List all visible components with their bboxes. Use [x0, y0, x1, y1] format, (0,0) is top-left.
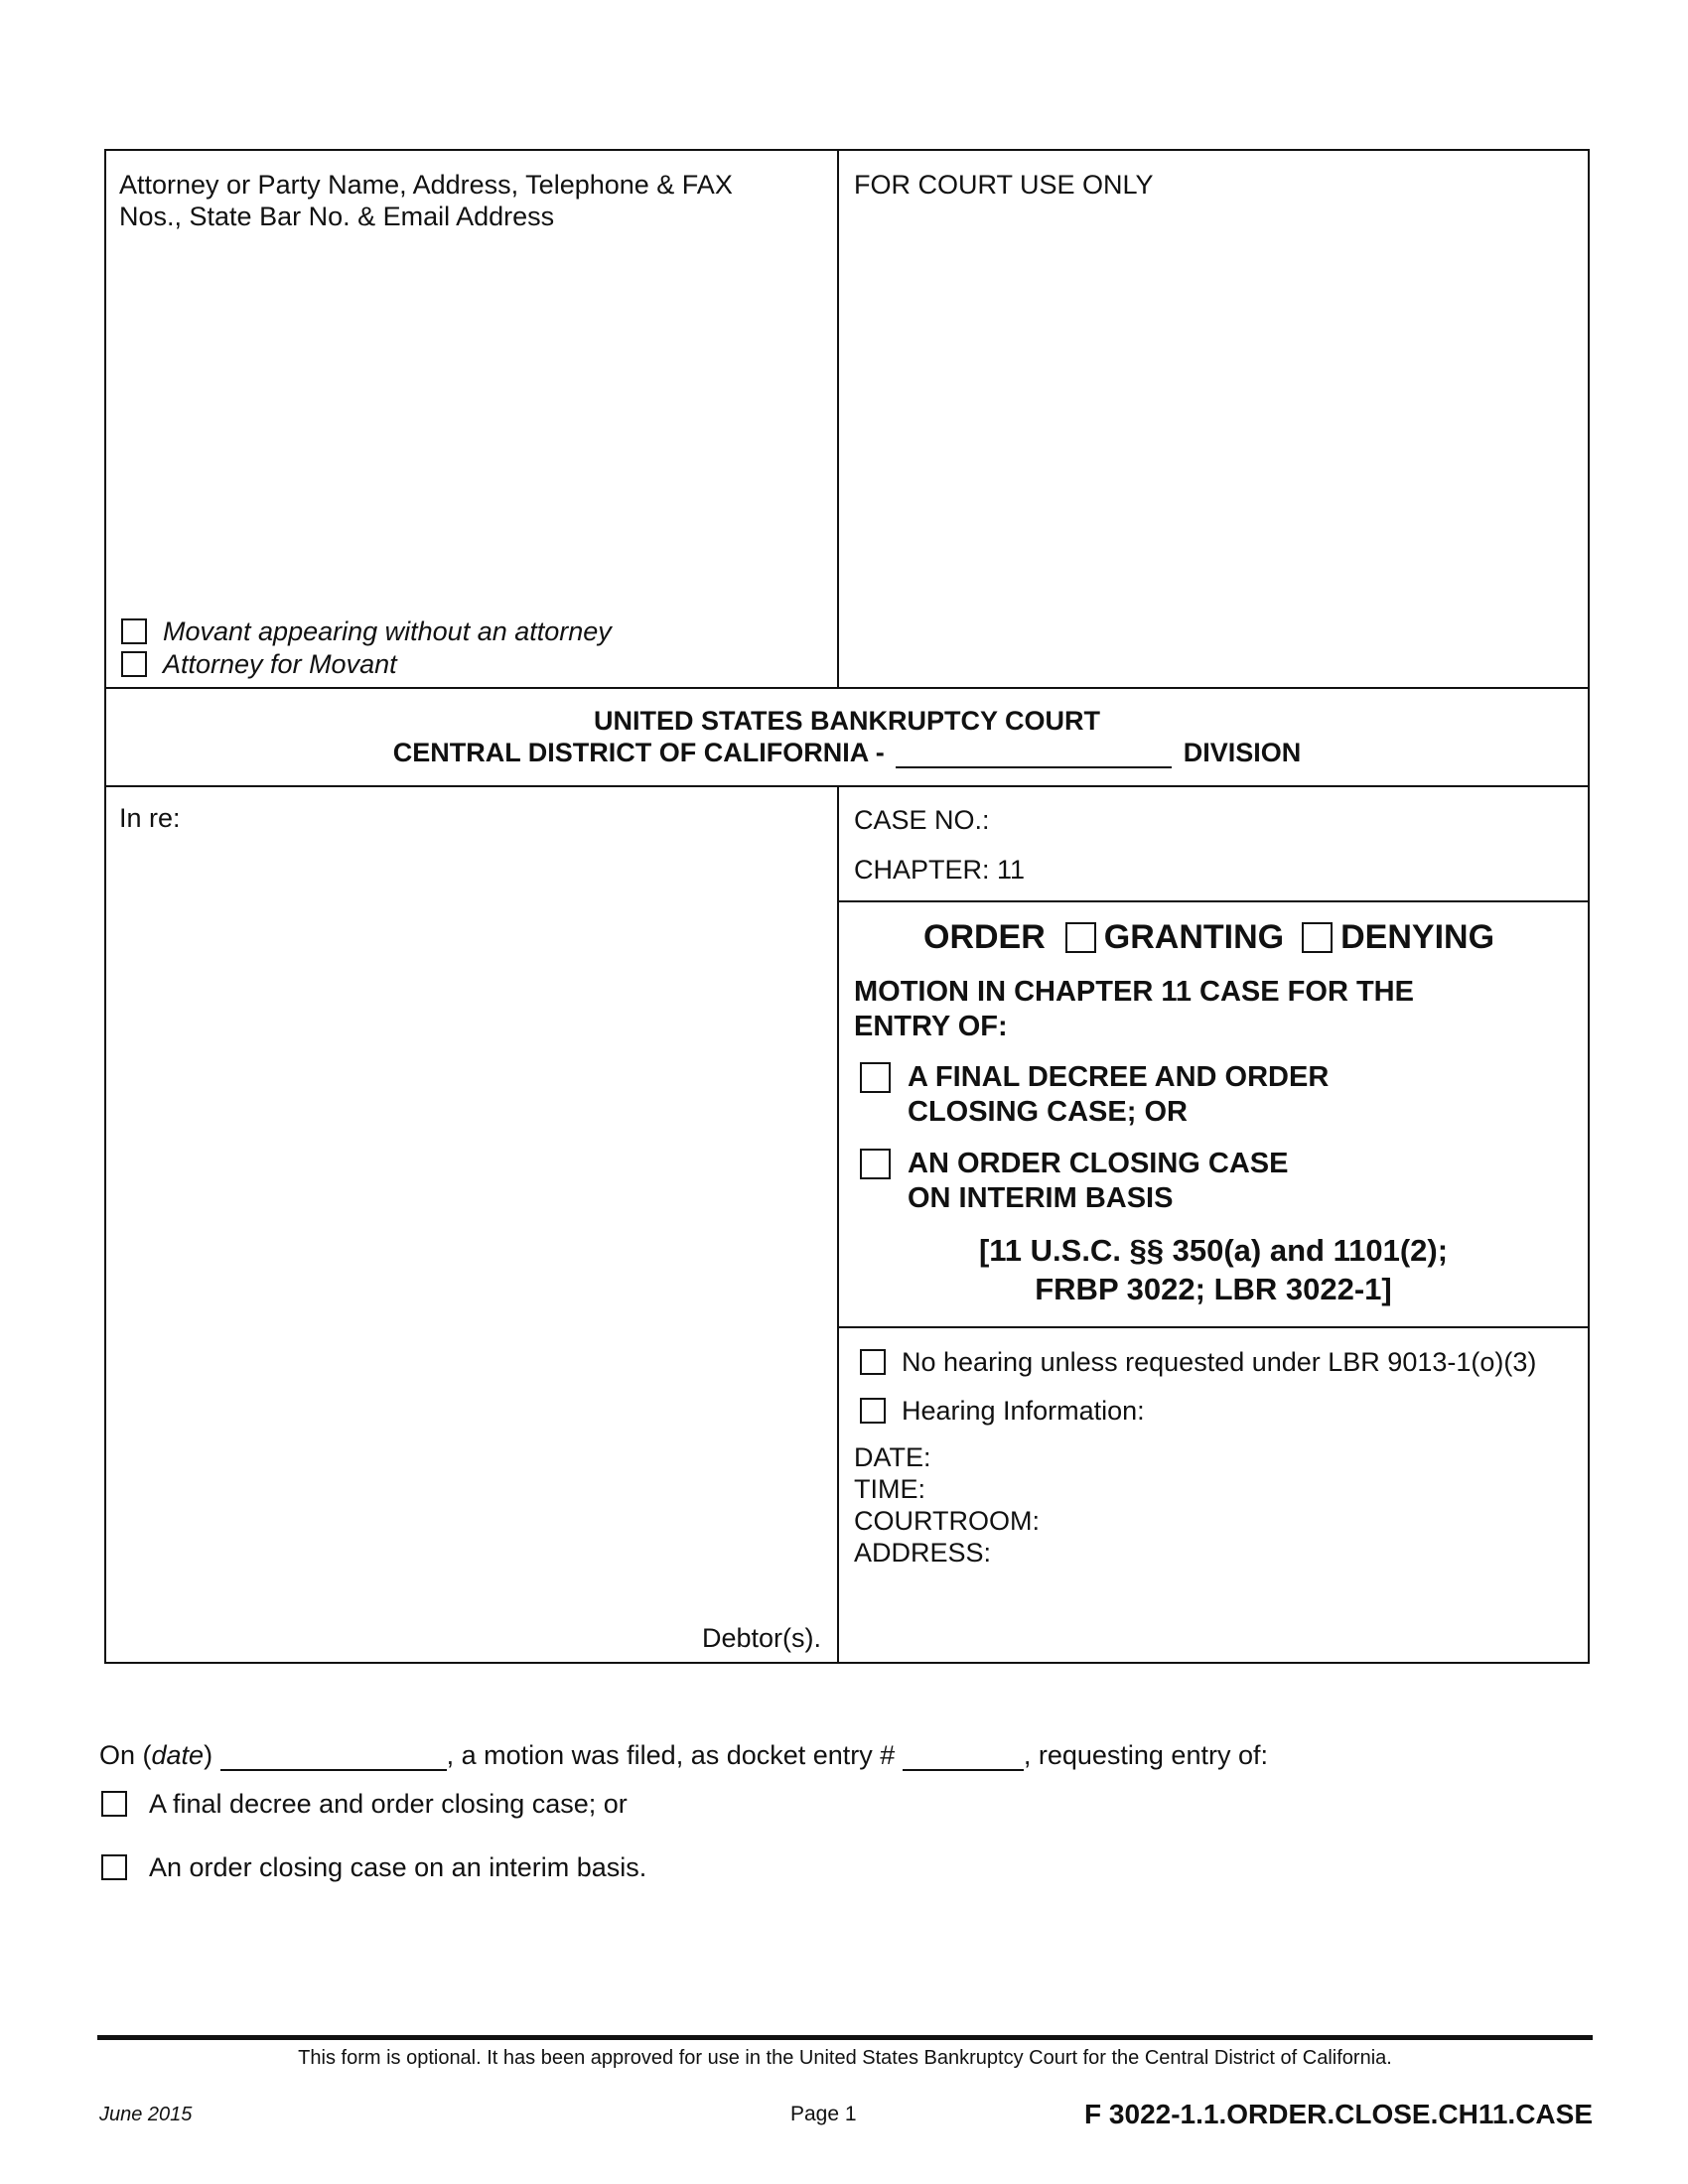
court-use-label: FOR COURT USE ONLY [854, 170, 1154, 200]
option-final-decree-line1: A FINAL DECREE AND ORDER [908, 1061, 1330, 1093]
hearing-date-label: DATE: [854, 1442, 931, 1472]
body-interim-label: An order closing case on an interim basis. [149, 1852, 647, 1882]
citation-line1: [11 U.S.C. §§ 350(a) and 1101(2); [978, 1233, 1449, 1268]
caption-divider-top [837, 149, 839, 688]
body-final-decree-label: A final decree and order closing case; or [149, 1789, 628, 1819]
filed-text: , a motion was filed, as docket entry # [446, 1740, 896, 1770]
attorney-for-movant-row [121, 648, 397, 680]
movant-without-attorney-label: Movant appearing without an attorney [163, 616, 612, 646]
hearing-info-label: Hearing Information: [902, 1396, 1145, 1426]
footer-date: June 2015 [99, 2104, 193, 2125]
in-re-label: In re: [119, 803, 181, 833]
date-label: date [151, 1740, 205, 1770]
option-final-decree [860, 1060, 1329, 1130]
option-final-decree-line2: CLOSING CASE; OR [908, 1096, 1188, 1128]
close-paren: ) [204, 1740, 213, 1770]
option-interim-checkbox[interactable] [860, 1149, 891, 1179]
option-interim-line2: ON INTERIM BASIS [908, 1182, 1174, 1214]
footer-form-number: F 3022-1.1.ORDER.CLOSE.CH11.CASE [1084, 2099, 1593, 2129]
hearing-courtroom-label: COURTROOM: [854, 1506, 1040, 1536]
footer-rule [97, 2035, 1593, 2040]
denying-word: DENYING [1340, 918, 1495, 956]
hearing-info-checkbox[interactable] [860, 1398, 886, 1424]
requesting-text: , requesting entry of: [1023, 1740, 1268, 1770]
caption-hline-2 [104, 785, 1590, 787]
attorney-label [119, 169, 814, 232]
motion-title [854, 975, 1414, 1044]
no-hearing-row [860, 1346, 1536, 1378]
caption-hline-3 [837, 900, 1590, 902]
court-district-prefix: CENTRAL DISTRICT OF CALIFORNIA - [392, 738, 885, 767]
granting-word: GRANTING [1103, 918, 1285, 956]
court-heading-line2 [106, 737, 1588, 768]
attorney-for-movant-checkbox[interactable] [121, 651, 147, 677]
date-blank[interactable] [220, 1743, 447, 1771]
body-option-interim-row [101, 1851, 646, 1883]
attorney-for-movant-label: Attorney for Movant [163, 649, 397, 679]
on-label: On ( [99, 1740, 152, 1770]
option-interim [860, 1147, 1288, 1216]
denying-checkbox[interactable] [1302, 922, 1333, 953]
court-division-suffix: DIVISION [1183, 738, 1302, 767]
caption-divider-bottom [837, 785, 839, 1664]
footer-page: Page 1 [790, 2103, 857, 2125]
option-interim-line1: AN ORDER CLOSING CASE [908, 1148, 1289, 1179]
movant-without-attorney-row [121, 615, 612, 647]
chapter-label: CHAPTER: 11 [854, 855, 1026, 885]
body-option-final-decree-row [101, 1788, 628, 1820]
no-hearing-checkbox[interactable] [860, 1349, 886, 1375]
granting-checkbox[interactable] [1065, 922, 1096, 953]
citation [839, 1231, 1588, 1308]
no-hearing-label: No hearing unless requested under LBR 9013-1(o)(3) [902, 1347, 1537, 1377]
hearing-details [854, 1441, 1040, 1569]
order-word: ORDER [923, 918, 1046, 956]
footer-optional-note: This form is optional. It has been approved for use in the United States Bankruptcy Court for the Central District of California. [298, 2047, 1392, 2069]
option-final-decree-checkbox[interactable] [860, 1062, 891, 1093]
caption-table [104, 149, 1590, 1664]
hearing-info-row [860, 1395, 1145, 1427]
attorney-label-line2: Nos., State Bar No. & Email Address [119, 202, 555, 231]
attorney-label-line1: Attorney or Party Name, Address, Telephone & FAX [119, 170, 733, 200]
caption-hline-4 [837, 1326, 1590, 1328]
hearing-address-label: ADDRESS: [854, 1538, 992, 1568]
court-heading-line1: UNITED STATES BANKRUPTCY COURT [593, 706, 1100, 736]
debtors-label: Debtor(s). [702, 1623, 822, 1653]
docket-entry-blank[interactable] [903, 1743, 1024, 1771]
order-title-row [923, 917, 1494, 957]
motion-filed-sentence [99, 1739, 1268, 1771]
body-interim-checkbox[interactable] [101, 1854, 127, 1880]
movant-without-attorney-checkbox[interactable] [121, 618, 147, 644]
motion-title-line1: MOTION IN CHAPTER 11 CASE FOR THE [854, 976, 1414, 1008]
division-blank[interactable] [896, 741, 1172, 768]
motion-title-line2: ENTRY OF: [854, 1011, 1008, 1042]
case-no-label: CASE NO.: [854, 805, 990, 835]
citation-line2: FRBP 3022; LBR 3022-1] [1035, 1272, 1392, 1306]
body-final-decree-checkbox[interactable] [101, 1791, 127, 1817]
court-heading [106, 705, 1588, 768]
hearing-time-label: TIME: [854, 1474, 925, 1504]
caption-hline-1 [104, 687, 1590, 689]
